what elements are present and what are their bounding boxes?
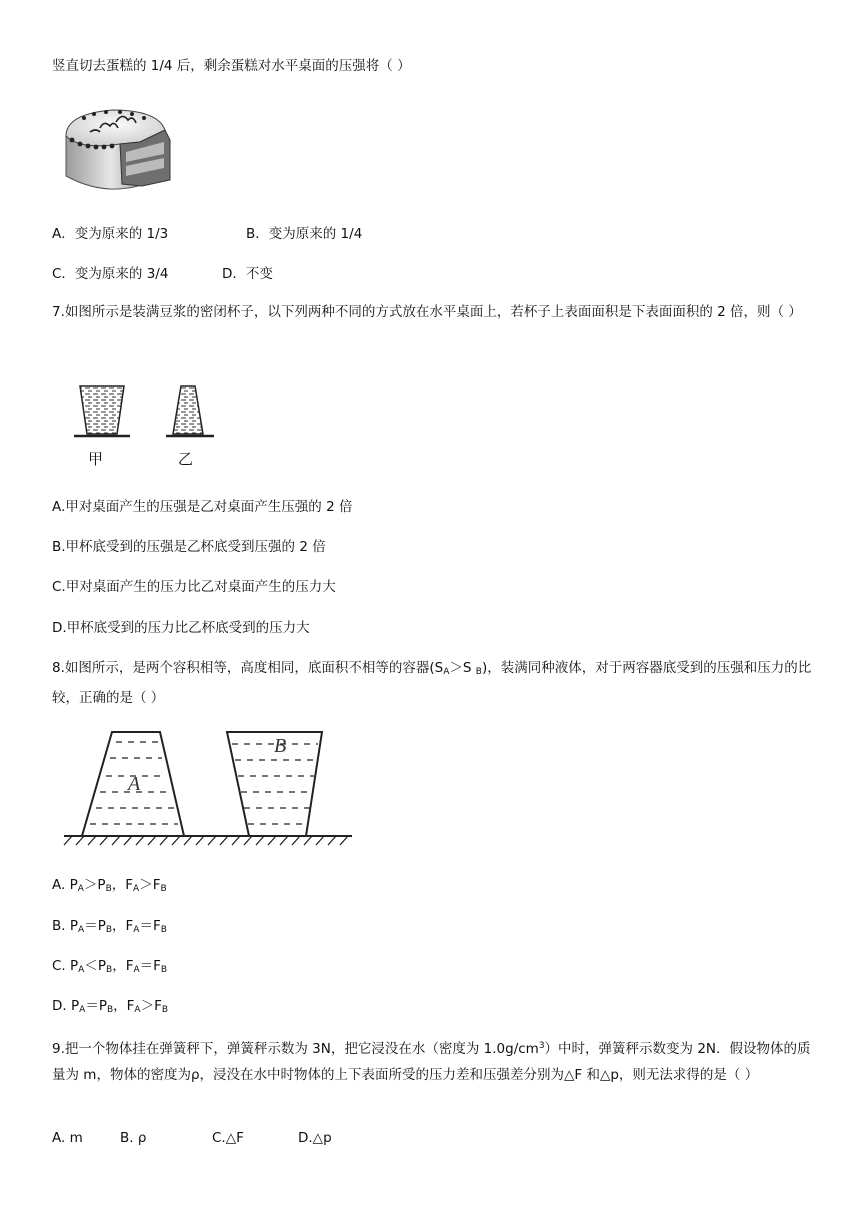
q6-option-c: C．变为原来的 3/4 [52, 266, 169, 282]
q8-option-b: B. $P_A=P_B$，$F_A=F_B$ [52, 918, 167, 935]
q8-option-d: D. $P_A=P_B$，$F_A>F_B$ [52, 998, 169, 1015]
q6-option-b: B．变为原来的 1/4 [246, 226, 363, 242]
q6-option-a: A．变为原来的 1/3 [52, 226, 169, 242]
q7-option-d: D.甲杯底受到的压力比乙杯底受到的压力大 [52, 620, 310, 636]
cake-figure [60, 96, 180, 200]
container-b-label: B [274, 735, 287, 757]
q7-option-a: A.甲对桌面产生的压强是乙对桌面产生压强的 2 倍 [52, 499, 353, 515]
q8-stem: 8.如图所示，是两个容积相等，高度相同，底面积不相等的容器($S_A>S$ $_B$)，装满同种液体，对于两容器底受到的压强和压力的比较，正确的是（ ） [52, 660, 812, 706]
q6-stem: 竖直切去蛋糕的 1/4 后，剩余蛋糕对水平桌面的压强将（ ） [52, 58, 411, 74]
q7-stem: 7.如图所示是装满豆浆的密闭杯子，以下列两种不同的方式放在水平桌面上，若杯子上表面面积是下表面面积的 2 倍，则（ ） [52, 304, 802, 320]
q9-option-c: C.△F [212, 1130, 244, 1146]
q7-option-c: C.甲对桌面产生的压力比乙对桌面产生的压力大 [52, 579, 336, 595]
q9-option-d: D.△p [298, 1130, 332, 1146]
q8-option-a: A. $P_A>P_B$，$F_A>F_B$ [52, 877, 167, 894]
cup-label-yi: 乙 [178, 450, 194, 468]
q7-option-b: B.甲杯底受到的压强是乙杯底受到压强的 2 倍 [52, 539, 326, 555]
q6-option-d: D．不变 [222, 266, 273, 282]
q9-option-a: A. m [52, 1130, 83, 1146]
q9-option-b: B. ρ [120, 1130, 147, 1146]
container-a-label: A [128, 773, 141, 795]
containers-figure [60, 724, 360, 848]
q8-option-c: C. $P_A<P_B$，$F_A=F_B$ [52, 958, 168, 975]
cup-label-jia: 甲 [88, 450, 104, 468]
q9-stem: 9.把一个物体挂在弹簧秤下，弹簧秤示数为 3N，把它浸没在水（密度为 $1.0g/cm^3$）中时，弹簧秤示数变为 2N．假设物体的质量为 m，物体的密度为ρ，浸没在水中时物体的上下表面所受的压力差和压强差分别为△F 和△p，则无法求得的是（ ） [52, 1041, 811, 1083]
